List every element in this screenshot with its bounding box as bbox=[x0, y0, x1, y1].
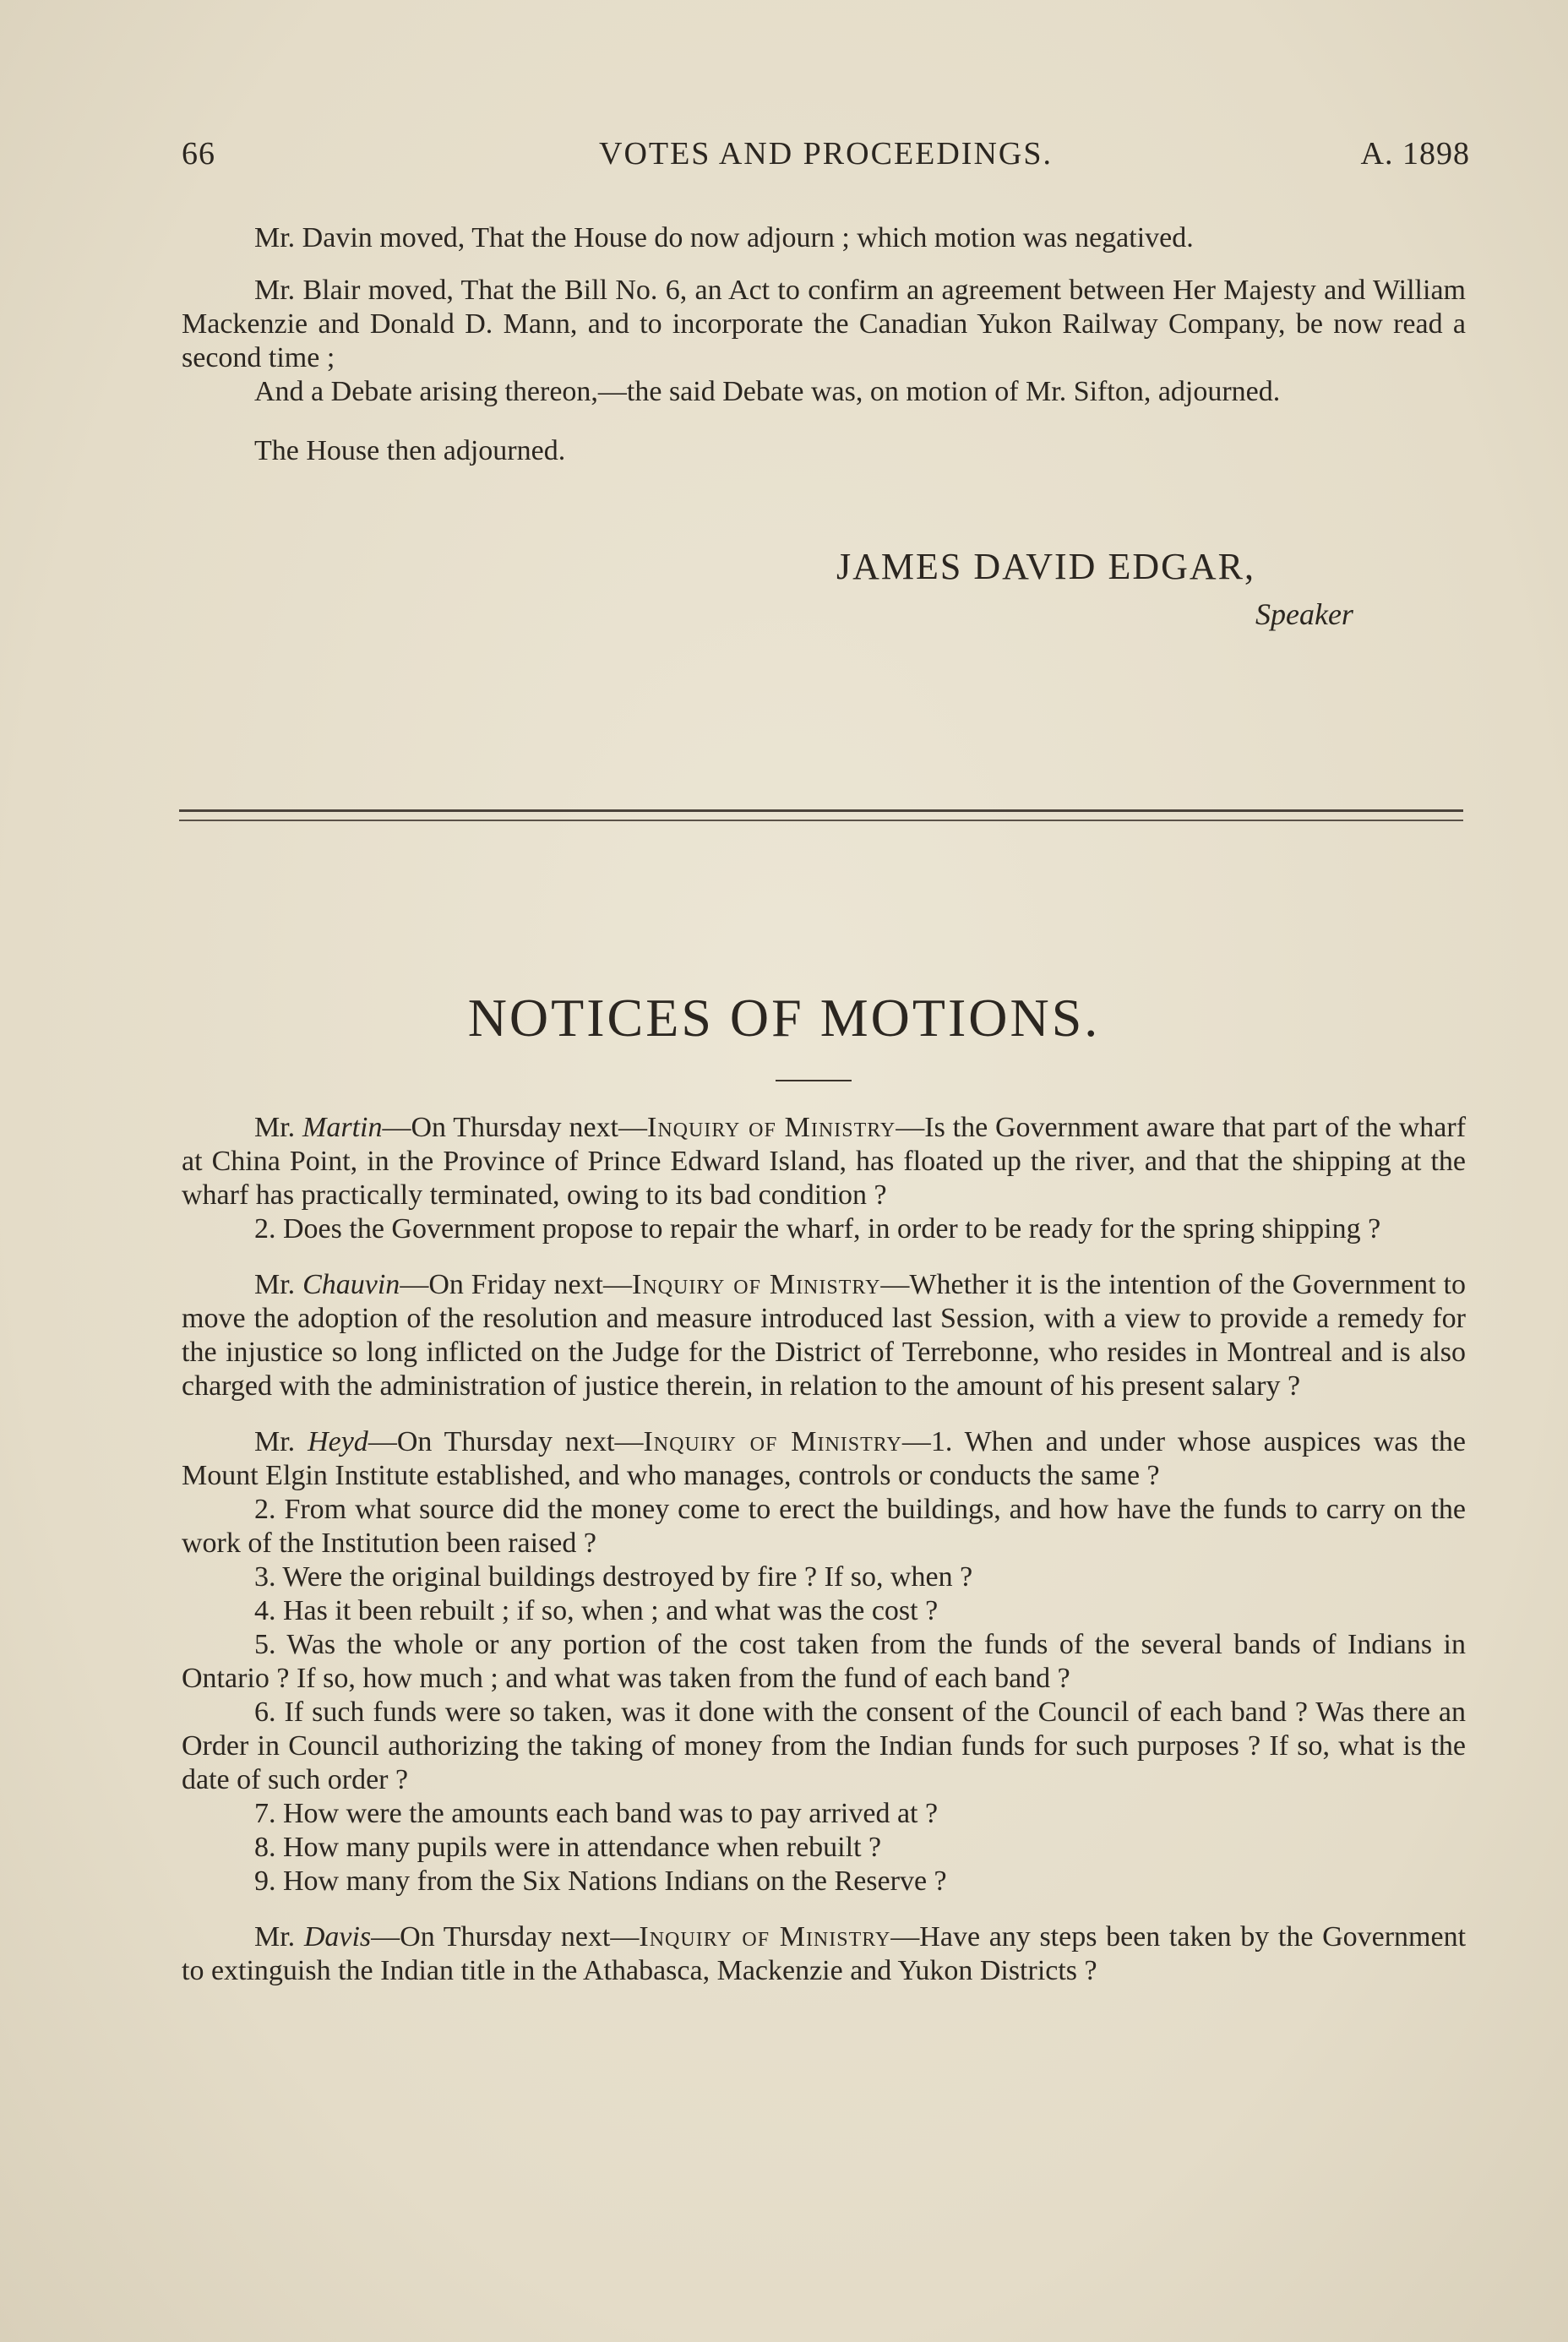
inquiry-label: Inquiry of Ministry bbox=[643, 1426, 902, 1457]
question-item: 3. Were the original buildings destroyed by fire ? If so, when ? bbox=[254, 1561, 973, 1593]
member-name: Martin bbox=[302, 1112, 383, 1143]
inquiry-label: Inquiry of Ministry bbox=[639, 1921, 891, 1953]
notice-davis bbox=[182, 1920, 1466, 1988]
notice-when: —On Thursday next— bbox=[371, 1921, 640, 1953]
member-name: Davis bbox=[303, 1921, 372, 1953]
notice-when: —On Thursday next— bbox=[368, 1426, 644, 1457]
notice-heyd bbox=[182, 1425, 1466, 1493]
question-item: 4. Has it been rebuilt ; if so, when ; and what was the cost ? bbox=[254, 1595, 939, 1626]
header-year: A. 1898 bbox=[1360, 136, 1470, 172]
question-item: 8. How many pupils were in attendance when rebuilt ? bbox=[254, 1832, 882, 1863]
notice-martin bbox=[182, 1111, 1466, 1212]
question-item: 6. If such funds were so taken, was it done with the consent of the Council of each band ? Was there an Order in Council authorizing the taking of money from the Indian funds for such purposes ? If so, what is the date of such order ? bbox=[182, 1697, 1466, 1795]
member-name: Chauvin bbox=[302, 1269, 400, 1300]
title-rule bbox=[776, 1080, 852, 1081]
signature-role: Speaker bbox=[1255, 597, 1353, 631]
question-text: —Is the Government aware that part of the wharf at China Point, in the Province of Prince Edward Island, has floated up the river, and that the shipping at the wharf has practically terminated, owing to its bad condition ? bbox=[182, 1112, 1467, 1211]
proceedings-paragraph: Mr. Blair moved, That the Bill No. 6, an Act to confirm an agreement between Her Majesty and William Mackenzie and Donald D. Mann, and to incorporate the Canadian Yukon Railway Company, be now read a second time ; bbox=[182, 275, 1466, 373]
proceedings-paragraph: And a Debate arising thereon,—the said Debate was, on motion of Mr. Sifton, adjourned. bbox=[254, 376, 1281, 407]
inquiry-label: Inquiry of Ministry bbox=[647, 1112, 896, 1143]
question-item: 2. From what source did the money come to erect the buildings, and how have the funds to carry on the work of the Institution been raised ? bbox=[182, 1494, 1466, 1559]
question-item: 5. Was the whole or any portion of the cost taken from the funds of the several bands of Indians in Ontario ? If so, how much ; and what was taken from the fund of each band ? bbox=[182, 1629, 1466, 1694]
header-title: VOTES AND PROCEEDINGS. bbox=[599, 136, 1053, 172]
notice-when: —On Friday next— bbox=[400, 1269, 632, 1300]
question-text: —Whether it is the intention of the Government to move the adoption of the resolution and measure introduced last Session, with a view to provide a remedy for the injustice so long inflicted on the Judge for the District of Terrebonne, who resides in Montreal and is also charged with the administration of justice therein, in relation to the amount of his present salary ? bbox=[182, 1269, 1466, 1402]
signature-name: JAMES DAVID EDGAR, bbox=[836, 546, 1256, 587]
member-prefix: Mr. bbox=[254, 1426, 308, 1457]
question-item: 7. How were the amounts each band was to pay arrived at ? bbox=[254, 1798, 939, 1829]
proceedings-section bbox=[182, 221, 1466, 468]
member-name: Heyd bbox=[308, 1426, 368, 1457]
notice-when: —On Thursday next— bbox=[382, 1112, 648, 1143]
inquiry-label: Inquiry of Ministry bbox=[632, 1269, 881, 1300]
running-header bbox=[182, 135, 1470, 186]
page-number: 66 bbox=[182, 136, 215, 172]
member-prefix: Mr. bbox=[254, 1112, 303, 1143]
question-item: 9. How many from the Six Nations Indians on the Reserve ? bbox=[254, 1865, 947, 1897]
question-item: 2. Does the Government propose to repair the wharf, in order to be ready for the spring shipping ? bbox=[254, 1213, 1381, 1245]
section-divider bbox=[179, 809, 1463, 812]
proceedings-paragraph: The House then adjourned. bbox=[254, 435, 566, 466]
question-text: —1. When and under whose auspices was the Mount Elgin Institute established, and who manages, controls or conducts the same ? bbox=[182, 1426, 1467, 1491]
proceedings-paragraph: Mr. Davin moved, That the House do now adjourn ; which motion was negatived. bbox=[254, 222, 1194, 253]
notice-chauvin bbox=[182, 1268, 1466, 1403]
member-prefix: Mr. bbox=[254, 1269, 303, 1300]
notices-section bbox=[182, 1111, 1466, 1988]
section-title: NOTICES OF MOTIONS. bbox=[467, 988, 1101, 1048]
member-prefix: Mr. bbox=[254, 1921, 304, 1953]
question-text: —Have any steps been taken by the Government to extinguish the Indian title in the Athabasca, Mackenzie and Yukon Districts ? bbox=[182, 1921, 1467, 1986]
section-divider bbox=[179, 820, 1463, 821]
